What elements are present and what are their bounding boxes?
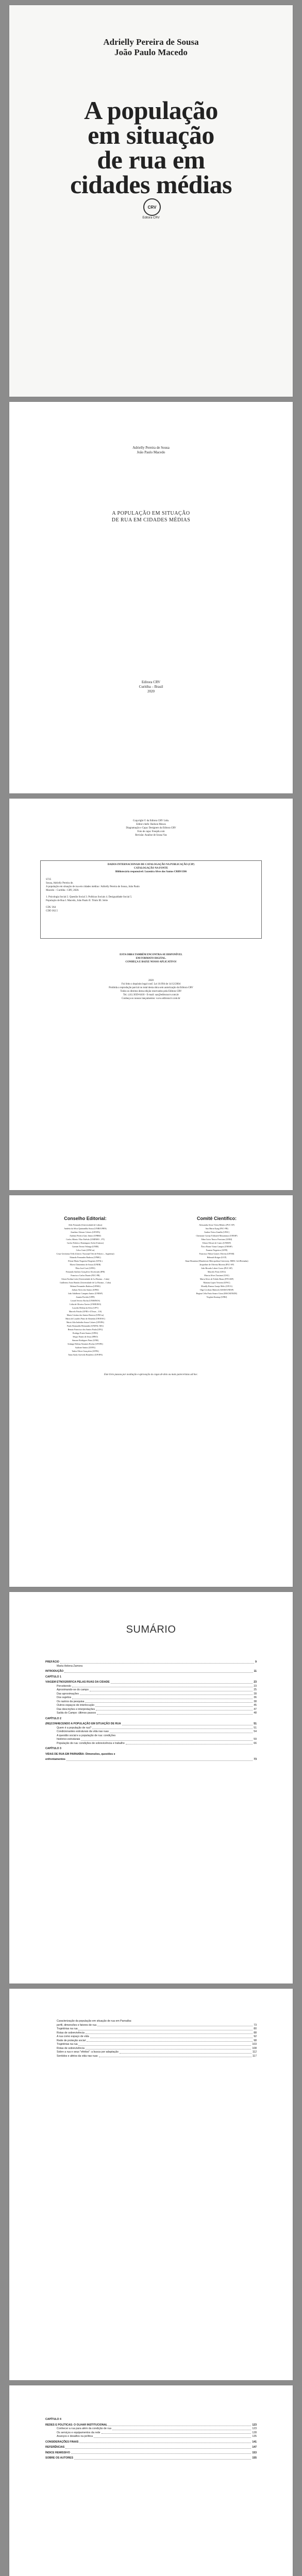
toc-leader-dots bbox=[112, 2427, 251, 2430]
toc-leader-dots bbox=[108, 2424, 251, 2427]
toc-leader-dots bbox=[90, 1688, 253, 1691]
toc-entry-page: 123 bbox=[252, 2427, 257, 2430]
board-member: Edson Olivari de Castro (UNESP) bbox=[203, 1242, 231, 1244]
toc-entry[interactable] bbox=[45, 1696, 257, 1700]
board-member: Antônio Pereira Gaio Júnior (UFRRJ) bbox=[70, 1234, 101, 1237]
toc-entry-page: 80 bbox=[254, 2027, 257, 2030]
toc-leader-dots bbox=[71, 2451, 251, 2454]
toc-leader-dots bbox=[79, 2441, 251, 2444]
toc-entry-page: 98 bbox=[254, 2039, 257, 2042]
board-member: Alessandra Sexto Vieira Ribeiro (PUC-SP) bbox=[199, 1224, 234, 1226]
board-member: Simone Rodrigues Pinto (UNB) bbox=[72, 1339, 99, 1342]
toc-entry-page: 108 bbox=[252, 2046, 257, 2050]
board-member: Solange Helena Ximenes-Rocha (UFOPA) bbox=[68, 1343, 103, 1345]
board-page bbox=[9, 1195, 293, 1587]
digital-notice-line: EM FORMATO DIGITAL. bbox=[136, 957, 166, 960]
toc-entry[interactable] bbox=[45, 1734, 257, 1738]
toc-leader-dots bbox=[60, 1660, 254, 1664]
toc-entry-page: 88 bbox=[254, 2031, 257, 2035]
toc-leader-dots bbox=[72, 1696, 253, 1699]
catalog-line: A população em situação de rua em cidades médias / Adrielly Pereira de Sousa, João Paulo bbox=[46, 886, 140, 888]
board-member: Virgínia Kastrup (UFRJ) bbox=[206, 1296, 227, 1298]
summary-page-2 bbox=[9, 1989, 293, 2380]
credit-line: Foto de capa: Freepik.com bbox=[137, 831, 165, 833]
board-member: Helmut Fernandes Barbosa (UFMG) bbox=[70, 1285, 100, 1287]
cover-author-1: Adrielly Pereira de Sousa bbox=[103, 37, 199, 47]
toc-entry-label: Das descrições e interpretações bbox=[57, 1707, 95, 1711]
toc-leader-dots bbox=[80, 1692, 253, 1696]
imprint bbox=[9, 680, 293, 694]
half-title-line: DE RUA EM CIDADES MÉDIAS bbox=[111, 517, 191, 523]
board-member: Carlos Alberto Vilar Estêvão (UMINHO – PT) bbox=[66, 1238, 105, 1241]
toc-entry[interactable] bbox=[45, 1681, 257, 1685]
toc-entry[interactable] bbox=[45, 1688, 257, 1692]
catalog-line: CDD 362.5 bbox=[46, 910, 58, 912]
toc-entry[interactable] bbox=[45, 1670, 257, 1674]
toc-entry[interactable] bbox=[45, 1717, 257, 1721]
toc-entry-label: Conhecer a rua para além da condição de rua bbox=[57, 2427, 111, 2430]
toc-entry-label: histórico-estruturais bbox=[57, 1738, 80, 1741]
toc-entry-page: 112 bbox=[252, 2050, 257, 2054]
board-member: Jacqueline de Oliveira Moreira (PUC-SP) bbox=[199, 1263, 234, 1266]
review-note: Este livro passou por avaliação e aprovação às cegas de dois ou mais pareceristas ad hoc. bbox=[104, 1374, 198, 1376]
half-title-author: João Paulo Macedo bbox=[137, 450, 165, 454]
toc-entry[interactable] bbox=[45, 1726, 257, 1731]
cover-title bbox=[9, 98, 293, 197]
toc-entry-page: 54 bbox=[254, 1730, 257, 1733]
board-member: Cesar Gerónimo Tello (Univer. Nacional Três de Febrero – Argentina) bbox=[56, 1252, 114, 1255]
toc-leader-dots bbox=[85, 1700, 253, 1703]
toc-entry[interactable] bbox=[45, 2418, 257, 2422]
toc-entry-label: Os serviços e equipamentos da rede bbox=[57, 2431, 100, 2434]
toc-entry-label: A questão social e a população de rua: condições bbox=[57, 1734, 116, 1737]
toc-entry[interactable] bbox=[45, 1700, 257, 1704]
board-member: Celso Conti (UFSCar) bbox=[76, 1249, 95, 1251]
board-member: Andréia da Silva Quintanilha Sousa (UNIR/UFRN) bbox=[64, 1227, 107, 1230]
board-member: Lourdes Helena da Silva (UFV) bbox=[72, 1307, 99, 1309]
toc-leader-dots bbox=[74, 2456, 251, 2460]
digital-notice-line: ESTA OBRA TAMBÉM ENCONTRA-SE DISPONÍVEL bbox=[120, 954, 182, 956]
toc-leader-dots bbox=[64, 1670, 253, 1673]
toc-entry-page: 38 bbox=[254, 1700, 257, 1703]
board-member: Marcelo Paixão (UFRJ e UTexas – US) bbox=[69, 1310, 102, 1313]
board-member: Andrea Vieira Zanella (UFSC) bbox=[204, 1231, 230, 1233]
board-member: Fauston Negreiros (UFPI) bbox=[206, 1249, 228, 1251]
board-member: Paulo Romualdo Hernandes (UNIFAL-MG) bbox=[67, 1325, 104, 1327]
toc-entry-label: REDES E POLÍTICAS: O OLHAR INSTITUCIONAL bbox=[45, 2423, 108, 2427]
toc-entry-label: REFERÊNCIAS bbox=[45, 2446, 65, 2449]
board-member: Maria de Lourdes Pinto de Almeida (UNOESC) bbox=[65, 1317, 105, 1320]
digital-notice bbox=[9, 953, 293, 964]
toc-entry-page: 48 bbox=[254, 1711, 257, 1715]
toc-entry-label: VIDAS DE RUA EM PARNAÍBA: Dimensões, questões e bbox=[45, 1752, 115, 1756]
scientific-committee bbox=[172, 1216, 262, 1299]
half-title-authors bbox=[9, 446, 293, 455]
toc-entry[interactable] bbox=[45, 2427, 257, 2431]
toc-entry-label: Rotas de sobrevivência bbox=[57, 2031, 85, 2035]
credit-line: Diagramação e Capa: Designers da Editora CRV bbox=[126, 827, 176, 829]
board-member: Josania Portela (UFPI) bbox=[76, 1296, 95, 1298]
toc-entry[interactable] bbox=[45, 2055, 257, 2059]
toc-leader-dots bbox=[96, 1708, 253, 1711]
toc-entry[interactable] bbox=[45, 2050, 257, 2055]
half-title-page bbox=[9, 402, 293, 793]
toc-entry[interactable] bbox=[45, 2020, 257, 2024]
board-member: Olga Ceciliato Mattioli (ASSIS/UNESP) bbox=[199, 1289, 234, 1291]
toc-entry-label: Condicionantes estruturais da vida nas ruas bbox=[57, 1730, 109, 1733]
board-member: Ilana Mountian (Manchester Metropolitan University, MMU, Grã-Bretanha) bbox=[185, 1260, 248, 1262]
board-member: Carmen Tereza Velanga (UNIR) bbox=[72, 1245, 99, 1248]
toc-entry-label: Percebendo bbox=[57, 1684, 71, 1688]
rights-line: 2020 bbox=[148, 979, 154, 982]
toc-leader-dots bbox=[72, 1685, 253, 1688]
toc-leader-dots bbox=[90, 2035, 253, 2038]
board-member: Tania Suely Azevedo Brasileiro (UFOPA) bbox=[68, 1353, 103, 1356]
board-member: Tadeu Oliver Gonçalves (UFPA) bbox=[72, 1350, 99, 1352]
toc-entry[interactable] bbox=[45, 2441, 257, 2445]
board-member: Gloria Fariñas León (Universidade de La Havana – Cuba) bbox=[61, 1278, 109, 1280]
toc-entry-label: perfil, dimensões e fatores de rua bbox=[57, 2023, 96, 2027]
cover-title-line: cidades médias bbox=[70, 170, 232, 199]
toc-leader-dots bbox=[95, 1704, 253, 1707]
catalog-line: Macedo – Curitiba : CRV, 2020. bbox=[46, 889, 79, 892]
toc-entry-page: 66 bbox=[254, 1741, 257, 1745]
toc-entry-page: 128 bbox=[252, 2431, 257, 2434]
board-member: Regina Célia Faria Amaro Giora (MACKENZIE) bbox=[196, 1292, 238, 1295]
board-member: Anselmo Alencar Colares (UFOPA) bbox=[70, 1231, 100, 1233]
toc-leader-dots bbox=[102, 2431, 251, 2434]
toc-entry[interactable] bbox=[45, 1685, 257, 1689]
board-member: Maria Cristina dos Santos Bezerra (UFSCar) bbox=[66, 1314, 104, 1316]
board-member: João Ricardo Lebert Cozac (PUC-SP) bbox=[201, 1267, 232, 1269]
toc-entry[interactable] bbox=[45, 2431, 257, 2435]
toc-entry-label: Aproximando-se do campo bbox=[57, 1688, 89, 1691]
toc-entry-label: Caracterização da população em situação de rua em Parnaíba: bbox=[57, 2020, 132, 2023]
toc-entry-page: 117 bbox=[252, 2054, 257, 2058]
copyright-credits bbox=[9, 819, 293, 837]
toc-entry-page: 155 bbox=[252, 2456, 257, 2460]
toc-entry-page: 23 bbox=[254, 1681, 257, 1684]
board-member: Sérgio Nunes de Jesus (IFRO) bbox=[73, 1335, 98, 1338]
board-member: Christiane Carrijo Eckhardt Mouammar (UNESP) bbox=[196, 1234, 238, 1237]
toc-entry-label: Sobre a rua e seus "efeitos": a busca por adaptação bbox=[57, 2050, 119, 2054]
toc-entry[interactable] bbox=[45, 1692, 257, 1697]
toc-entry-label: Rotas de sobrevivência bbox=[57, 2046, 85, 2050]
toc-entry-label: Os rastros da pesquisa bbox=[57, 1700, 85, 1703]
toc-leader-dots bbox=[78, 2027, 253, 2030]
board-member: Érico Bruno Viana Campos (UNESP) bbox=[201, 1245, 232, 1248]
toc-entry-label: (RE)CONHECENDO A POPULAÇÃO EM SITUAÇÃO DE RUA bbox=[45, 1722, 121, 1725]
board-member: Elizeu Clementino de Souza (UNEB) bbox=[70, 1263, 101, 1266]
catalog-header-line: CATALOGAÇÃO NA FONTE bbox=[134, 867, 168, 870]
toc-leader-dots bbox=[87, 2039, 253, 2042]
toc-entry-label: CAPÍTULO 3 bbox=[45, 1747, 61, 1750]
cover-page bbox=[9, 5, 293, 397]
board-member: Monilly Ramos Araujo Melo (UFCG) bbox=[201, 1285, 232, 1287]
cover-title-line: A população bbox=[84, 96, 218, 125]
toc-entry-page: 51 bbox=[254, 1722, 257, 1725]
toc-entry[interactable] bbox=[45, 1660, 257, 1665]
toc-leader-dots bbox=[92, 1726, 253, 1730]
summary-page-3 bbox=[9, 2385, 293, 2576]
board-member: Carlos Federico Dominguez Avila (Unieuro) bbox=[66, 1242, 104, 1244]
credit-line: Revisão: Analise de Sousa Vaz bbox=[135, 834, 167, 837]
toc-entry-label: Trajetórias na rua bbox=[57, 2027, 78, 2030]
toc-entry-label: Quem é a população de rua? bbox=[57, 1726, 92, 1730]
toc-entry-label: A rua como espaço de vida bbox=[57, 2035, 89, 2038]
board-member: Elione Maria Nogueira Diogenes (UFAL) bbox=[68, 1260, 103, 1262]
credit-line: Editor-chefe: Railson Moura bbox=[136, 823, 166, 826]
toc-entry[interactable] bbox=[45, 2031, 257, 2036]
cover-authors bbox=[9, 37, 293, 58]
toc-entry[interactable] bbox=[45, 1742, 257, 1746]
toc-entry-page: 73 bbox=[254, 2023, 257, 2027]
imprint-line: Curitiba – Brasil bbox=[139, 685, 163, 689]
toc-entry-page: 28 bbox=[254, 1692, 257, 1696]
toc-entry[interactable] bbox=[45, 2039, 257, 2043]
board-member: Lídia de Oliveira Xavier (UNIEURO) bbox=[70, 1303, 101, 1306]
board-member: Fernando Antônio Gonçalves Alcoforado (IPB) bbox=[65, 1270, 105, 1273]
digital-notice-line: CONHEÇA E BAIXE NOSSO APLICATIVO! bbox=[125, 961, 177, 963]
publisher-logo-icon: CRV bbox=[143, 198, 161, 216]
board-member: Francisco Carlos Duarte (PUC-PR) bbox=[71, 1274, 100, 1277]
toc-entry-page: 103 bbox=[252, 2043, 257, 2046]
toc-entry[interactable] bbox=[45, 1730, 257, 1734]
half-title-line: A POPULAÇÃO EM SITUAÇÃO bbox=[112, 511, 190, 516]
toc-entry[interactable] bbox=[45, 1738, 257, 1742]
toc-list bbox=[45, 2416, 257, 2461]
board-member: Maria Lília Imbiriba Sousa Colares (UFOPA) bbox=[66, 1321, 105, 1324]
board-member: Eduardo Fernandes Barbosa (UFMG) bbox=[70, 1256, 101, 1259]
scientific-committee-title: Comitê Científico: bbox=[196, 1216, 237, 1221]
toc-leader-dots bbox=[66, 1758, 253, 1761]
rights-line: Todos os direitos desta edição reservados pela Editora CRV bbox=[120, 990, 182, 993]
board-member: Élsio José Corá (UFFS) bbox=[75, 1267, 95, 1269]
toc-entry-label: ÍNDICE REMISSIVO bbox=[45, 2451, 70, 2454]
toc-leader-dots bbox=[94, 2435, 251, 2438]
catalog-line: Sousa, Adrielly Pereira de. bbox=[46, 882, 74, 885]
toc-entry[interactable] bbox=[45, 1711, 257, 1716]
toc-entry-page: 47 bbox=[254, 1707, 257, 1711]
rights-line: Tel.: (41) 3039-6418 - E-mail: sac@editoracrv.com.br bbox=[123, 994, 179, 996]
toc-entry-label: Maria Helena Zamora bbox=[57, 1664, 83, 1668]
toc-entry-page: 123 bbox=[252, 2423, 257, 2427]
toc-entry-page: 9 bbox=[255, 1660, 257, 1664]
catalog-card bbox=[40, 860, 262, 939]
toc-entry-label: Avanços e desafios na política bbox=[57, 2435, 93, 2438]
toc-leader-dots bbox=[111, 1681, 253, 1684]
toc-entry[interactable] bbox=[45, 1722, 257, 1726]
toc-entry-page: 51 bbox=[254, 1726, 257, 1730]
imprint-line: Editora CRV bbox=[141, 680, 161, 684]
toc-entry-label: CAPÍTULO 4 bbox=[45, 2418, 61, 2421]
toc-entry-label: PREFÁCIO bbox=[45, 1660, 59, 1664]
toc-entry-label: Trajetórias na rua bbox=[57, 2043, 78, 2046]
toc-entry[interactable] bbox=[45, 1704, 257, 1708]
cover-title-line: em situação bbox=[88, 121, 214, 149]
board-member: Ana Maria Eyng (PUC-PR) bbox=[205, 1227, 228, 1230]
toc-entry-label: CONSIDERAÇÕES FINAIS bbox=[45, 2440, 79, 2444]
toc-entry-label: Outros espaços de interlocução bbox=[57, 1704, 94, 1707]
toc-entry[interactable] bbox=[45, 2435, 257, 2439]
board-member: João Adalberto Campato Junior (UNESP) bbox=[68, 1292, 103, 1295]
toc-entry-label: Sentidos e afetos da vida nas ruas bbox=[57, 2054, 98, 2058]
summary-title: SUMÁRIO bbox=[126, 1624, 176, 1635]
toc-leader-dots bbox=[110, 1730, 253, 1733]
catalog-header-line: DADOS INTERNACIONAIS DE CATALOGAÇÃO NA PUBLICAÇÃO (CIP) bbox=[107, 863, 195, 866]
rights-notice bbox=[9, 979, 293, 1001]
editorial-board bbox=[40, 1216, 130, 1357]
toc-entry-page: 141 bbox=[252, 2440, 257, 2444]
toc-entry-label: INTRODUÇÃO bbox=[45, 1670, 64, 1673]
toc-leader-dots bbox=[65, 2446, 251, 2449]
toc-entry-label: Dos sujeitos bbox=[57, 1696, 72, 1699]
rights-line: Proibida a reprodução parcial ou total desta obra sem autorização da Editora CRV bbox=[109, 987, 193, 989]
toc-entry[interactable] bbox=[45, 2456, 257, 2461]
toc-leader-dots bbox=[86, 2047, 251, 2050]
catalog-line: População de Rua I. Macedo, João Paulo II. Título III. Série bbox=[46, 900, 108, 902]
board-member: Jailson Alves dos Santos (UFRJ) bbox=[72, 1289, 99, 1291]
cover-author-2: João Paulo Macedo bbox=[114, 47, 188, 57]
toc-entry-label: VIAGEM ETNOGRÁFICA PELAS RUAS DA CIDADE bbox=[45, 1681, 110, 1684]
board-member: Rodrigo Pratte-Santos (UFES) bbox=[73, 1332, 98, 1334]
toc-list bbox=[45, 1659, 257, 1762]
toc-leader-dots bbox=[97, 1711, 253, 1715]
toc-entry[interactable] bbox=[45, 1708, 257, 1712]
copyright-page bbox=[9, 799, 293, 1190]
toc-entry[interactable] bbox=[45, 2446, 257, 2450]
toc-entry-label: Saída do Campo: últimos passos bbox=[57, 1711, 96, 1715]
board-member: Renato Francisco dos Santos Paula (UFG) bbox=[68, 1328, 103, 1331]
catalog-body bbox=[46, 878, 256, 913]
toc-entry-page: 147 bbox=[252, 2446, 257, 2449]
toc-leader-dots bbox=[86, 2031, 253, 2035]
toc-entry-label: Rede de proteção social bbox=[57, 2039, 86, 2042]
board-member: Leonel Severo Rocha (UNISINOS) bbox=[71, 1299, 100, 1302]
board-member: Mariana Lopez Teixeira (UFSC) bbox=[203, 1281, 230, 1284]
toc-entry[interactable] bbox=[45, 1665, 257, 1669]
board-member: Aldo Fernando (Universidade de Lisboa) bbox=[68, 1224, 103, 1226]
toc-entry[interactable] bbox=[45, 1758, 257, 1762]
summary-page bbox=[9, 1592, 293, 1984]
catalog-line: 1. Psicologia Social 2. Questão Social 3. Políticas Sociais 4. Desigualdade Social 5. bbox=[46, 896, 132, 899]
publisher-caption: Editora CRV bbox=[142, 216, 160, 219]
catalog-header bbox=[41, 863, 261, 874]
rights-line: Conheça os nossos lançamentos: www.editoracrv.com.br bbox=[122, 997, 180, 1000]
toc-leader-dots bbox=[122, 1722, 253, 1725]
toc-leader-dots bbox=[99, 2055, 251, 2058]
half-title-title bbox=[9, 510, 293, 523]
toc-entry-page: 45 bbox=[254, 1704, 257, 1707]
toc-entry[interactable] bbox=[45, 2043, 257, 2047]
toc-entry-page: 59 bbox=[254, 1738, 257, 1741]
catalog-line: CDU 364 bbox=[46, 906, 56, 909]
toc-entry[interactable] bbox=[45, 2035, 257, 2039]
toc-entry-page: 92 bbox=[254, 2035, 257, 2038]
half-title-author: Adrielly Pereira de Sousa bbox=[132, 446, 170, 450]
toc-entry-page: 73 bbox=[254, 1758, 257, 1761]
toc-entry-label: Das aproximações bbox=[57, 1692, 79, 1696]
toc-entry-label: enfrentamentos bbox=[45, 1758, 65, 1761]
board-member: Maria Alves de Toledo Bruns (FFCLRP) bbox=[199, 1278, 234, 1280]
toc-entry[interactable] bbox=[45, 2024, 257, 2028]
rights-line: Foi feito o depósito legal conf. Lei 10.994 de 14/12/2004 bbox=[121, 983, 181, 986]
editorial-board-title: Conselho Editorial: bbox=[64, 1216, 107, 1221]
board-section bbox=[40, 1216, 262, 1365]
board-member: Guillermo Arias Beatón (Universidade de La Havana – Cuba) bbox=[60, 1281, 111, 1284]
toc-entry[interactable] bbox=[45, 1675, 257, 1680]
toc-list bbox=[45, 2020, 257, 2058]
toc-entry-label: CAPÍTULO 2 bbox=[45, 1717, 61, 1720]
toc-entry-label: População de rua: condições de sobrevivência e trabalho bbox=[57, 1741, 125, 1745]
board-member: Francisco Nilton Gomes Oliveira (UFSM) bbox=[199, 1252, 234, 1255]
toc-entry-page: 23 bbox=[254, 1684, 257, 1688]
toc-entry[interactable] bbox=[45, 2451, 257, 2455]
catalog-line: S725 bbox=[46, 878, 52, 881]
toc-entry-page: 36 bbox=[254, 1696, 257, 1699]
toc-entry[interactable] bbox=[45, 1753, 257, 1757]
toc-entry-page: 153 bbox=[252, 2451, 257, 2454]
toc-leader-dots bbox=[78, 2043, 251, 2046]
board-member: Marcia Alves Tassinari (USU) bbox=[204, 1274, 229, 1277]
toc-entry-page: 11 bbox=[254, 1670, 257, 1673]
board-member: Helmuth Krüger (UCP) bbox=[207, 1256, 227, 1259]
toc-entry[interactable] bbox=[45, 2424, 257, 2428]
imprint-line: 2020 bbox=[147, 689, 155, 693]
toc-leader-dots bbox=[81, 1738, 253, 1741]
board-member: Edna Lúcia Tinoco Ponciano (UERJ) bbox=[201, 1238, 232, 1241]
toc-entry[interactable] bbox=[45, 1747, 257, 1751]
toc-entry-page: 25 bbox=[254, 1688, 257, 1691]
toc-leader-dots bbox=[97, 2024, 253, 2027]
toc-entry-page: 135 bbox=[252, 2435, 257, 2438]
toc-entry-label: SOBRE OS AUTORES bbox=[45, 2456, 73, 2460]
catalog-header-line: Bibliotecária responsável: Luzenira Alves dos Santos CRB9/1506 bbox=[115, 871, 187, 873]
cover-title-line: de rua em bbox=[97, 145, 205, 174]
toc-leader-dots bbox=[126, 1742, 253, 1745]
board-member: Sydione Santos (UEPG) bbox=[75, 1346, 95, 1349]
credit-line: Copyright © da Editora CRV Ltda. bbox=[133, 820, 169, 822]
toc-entry[interactable] bbox=[45, 2047, 257, 2051]
toc-leader-dots bbox=[120, 2050, 251, 2054]
toc-entry-label: CAPÍTULO 1 bbox=[45, 1675, 61, 1679]
toc-entry[interactable] bbox=[45, 2027, 257, 2031]
board-member: Marcelo Porto (UEG) bbox=[208, 1270, 226, 1273]
